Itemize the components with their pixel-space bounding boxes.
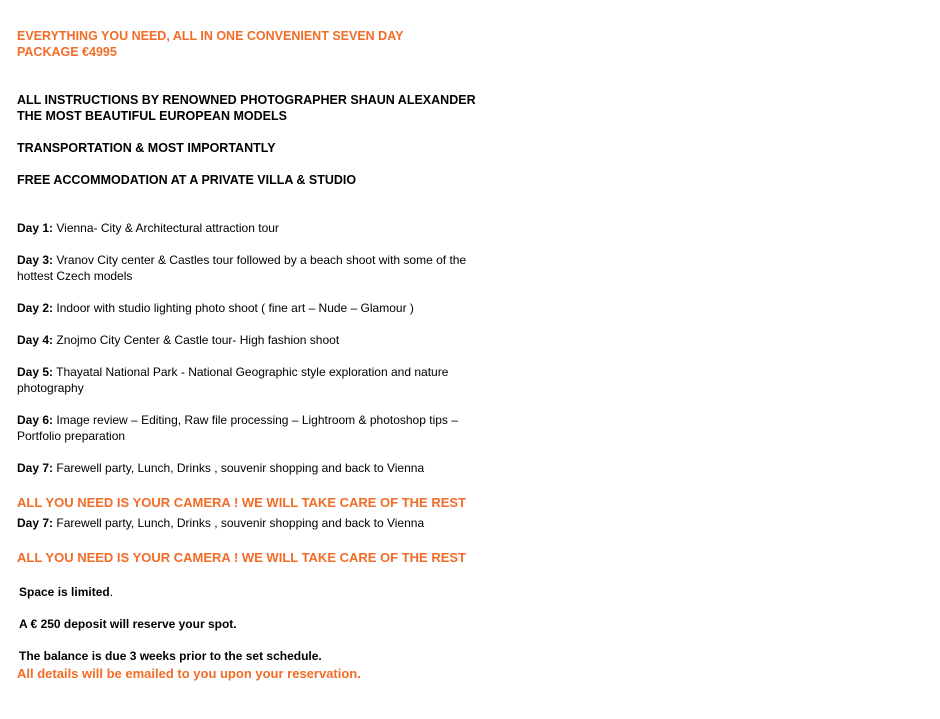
day-label: Day 7: [17, 516, 54, 530]
day-label: Day 5: [17, 365, 54, 379]
day-description-continued: hottest Czech models [17, 269, 133, 283]
camera-callout: ALL YOU NEED IS YOUR CAMERA ! WE WILL TAKE CARE OF THE REST [17, 495, 467, 510]
day-description: Vienna- City & Architectural attraction tour [53, 221, 279, 235]
day-description: Farewell party, Lunch, Drinks , souvenir shopping and back to Vienna [53, 516, 425, 530]
itinerary-day [17, 364, 448, 380]
space-limited-period: . [109, 585, 114, 599]
balance-note: The balance is due 3 weeks prior to the set schedule. [19, 649, 322, 663]
day-label: Day 4: [17, 333, 54, 347]
package-headline-line1: EVERYTHING YOU NEED, ALL IN ONE CONVENIENT SEVEN DAY [17, 29, 404, 43]
day-description-continued: photography [17, 381, 84, 395]
day-label: Day 7: [17, 461, 54, 475]
space-limited-text: Space is limited [19, 585, 110, 599]
day-description-continued: Portfolio preparation [17, 429, 126, 443]
feature-models: THE MOST BEAUTIFUL EUROPEAN MODELS [17, 109, 287, 123]
day-description: Znojmo City Center & Castle tour- High fashion shoot [53, 333, 340, 347]
deposit-note: A € 250 deposit will reserve your spot. [19, 617, 237, 631]
day-label: Day 2: [17, 301, 54, 315]
day-description: Image review – Editing, Raw file processing – Lightroom & photoshop tips – [53, 413, 458, 427]
itinerary-day [17, 252, 466, 268]
package-headline-line2: PACKAGE €4995 [17, 45, 117, 59]
itinerary-day [17, 460, 424, 476]
day-label: Day 1: [17, 221, 54, 235]
itinerary-day [17, 332, 339, 348]
feature-instructions: ALL INSTRUCTIONS BY RENOWNED PHOTOGRAPHER SHAUN ALEXANDER [17, 93, 476, 107]
space-limited-note [19, 584, 113, 600]
itinerary-day [17, 412, 458, 428]
itinerary-day [17, 300, 414, 316]
camera-callout: ALL YOU NEED IS YOUR CAMERA ! WE WILL TAKE CARE OF THE REST [17, 550, 467, 565]
day-label: Day 6: [17, 413, 54, 427]
day-description: Indoor with studio lighting photo shoot ( fine art – Nude – Glamour ) [53, 301, 414, 315]
day-description: Vranov City center & Castles tour followed by a beach shoot with some of the [53, 253, 467, 267]
day-description: Farewell party, Lunch, Drinks , souvenir shopping and back to Vienna [53, 461, 425, 475]
day-label: Day 3: [17, 253, 54, 267]
day-description: Thayatal National Park - National Geographic style exploration and nature [53, 365, 449, 379]
itinerary-day-repeat [17, 515, 424, 531]
itinerary-day [17, 220, 279, 236]
feature-transportation: TRANSPORTATION & MOST IMPORTANTLY [17, 141, 276, 155]
feature-accommodation: FREE ACCOMMODATION AT A PRIVATE VILLA & STUDIO [17, 173, 357, 187]
reservation-details-note: All details will be emailed to you upon your reservation. [17, 666, 361, 681]
